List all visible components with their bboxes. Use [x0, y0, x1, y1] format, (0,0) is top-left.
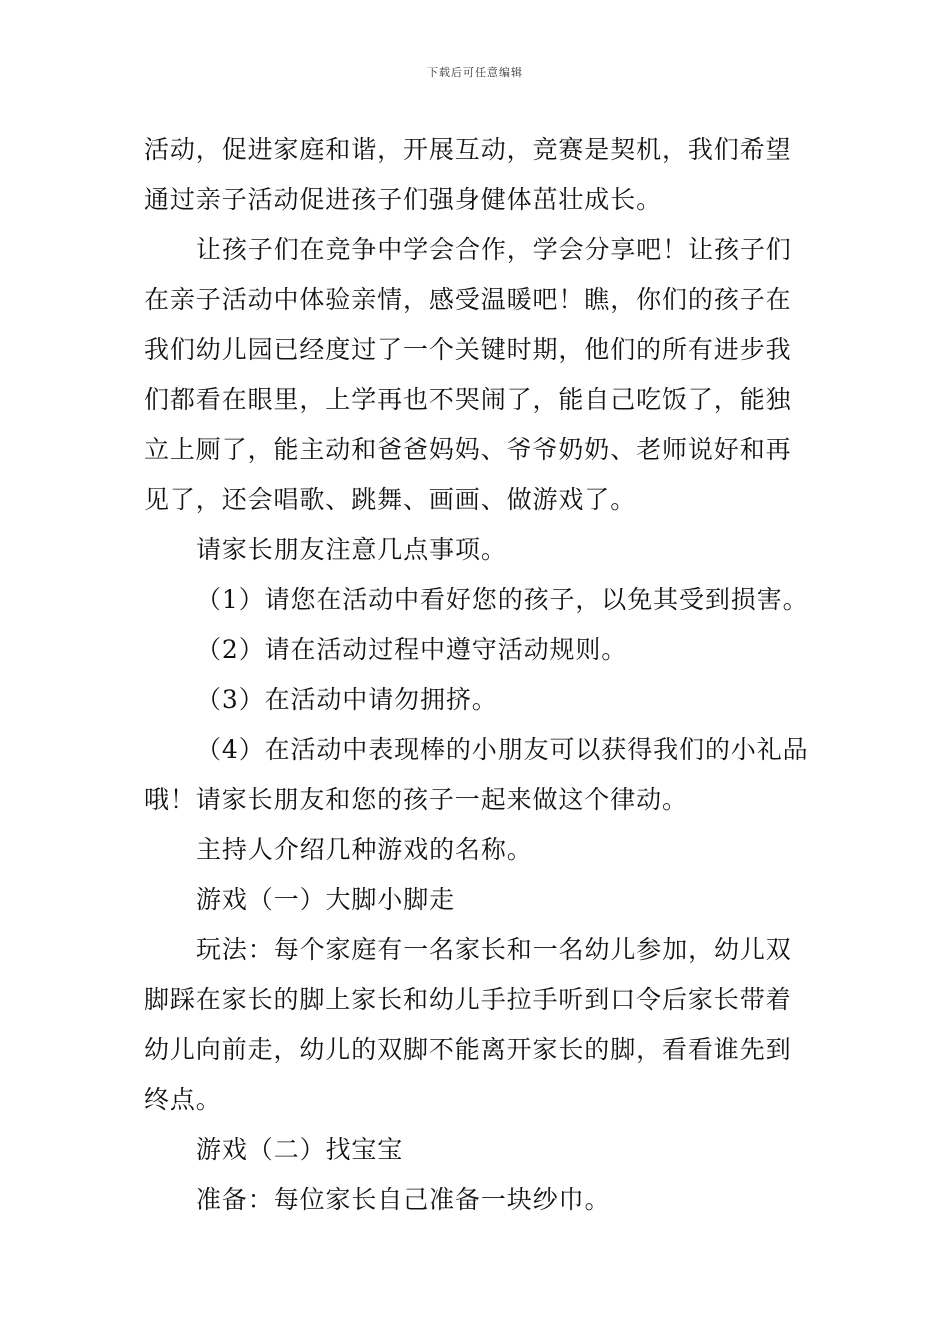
page-header: 下载后可任意编辑 — [427, 66, 523, 79]
list-item: （1）请您在活动中看好您的孩子，以免其受到损害。 — [196, 585, 809, 614]
body-line: 活动，促进家庭和谐，开展互动，竞赛是契机，我们希望 — [144, 135, 792, 164]
body-line: 我们幼儿园已经度过了一个关键时期，他们的所有进步我 — [144, 335, 792, 364]
list-item: （4）在活动中表现棒的小朋友可以获得我们的小礼品 — [196, 735, 809, 764]
body-line: 终点。 — [144, 1085, 222, 1114]
body-line: 主持人介绍几种游戏的名称。 — [196, 835, 533, 864]
body-line: 见了，还会唱歌、跳舞、画画、做游戏了。 — [144, 485, 637, 514]
game-heading: 游戏（二）找宝宝 — [196, 1135, 404, 1164]
body-line: 准备：每位家长自己准备一块纱巾。 — [196, 1185, 611, 1214]
list-item: （3）在活动中请勿拥挤。 — [196, 685, 498, 714]
list-item: （2）请在活动过程中遵守活动规则。 — [196, 635, 628, 664]
body-line: 们都看在眼里，上学再也不哭闹了，能自己吃饭了，能独 — [144, 385, 792, 414]
body-line: 立上厕了，能主动和爸爸妈妈、爷爷奶奶、老师说好和再 — [144, 435, 792, 464]
body-line: 哦！请家长朋友和您的孩子一起来做这个律动。 — [144, 785, 688, 814]
body-line: 请家长朋友注意几点事项。 — [196, 535, 507, 564]
body-line: 玩法：每个家庭有一名家长和一名幼儿参加，幼儿双 — [196, 935, 792, 964]
body-line: 在亲子活动中体验亲情，感受温暖吧！瞧，你们的孩子在 — [144, 285, 792, 314]
body-line: 脚踩在家长的脚上家长和幼儿手拉手听到口令后家长带着 — [144, 985, 792, 1014]
body-line: 让孩子们在竞争中学会合作，学会分享吧！让孩子们 — [196, 235, 792, 264]
body-line: 幼儿向前走，幼儿的双脚不能离开家长的脚，看看谁先到 — [144, 1035, 792, 1064]
body-line: 通过亲子活动促进孩子们强身健体茁壮成长。 — [144, 185, 663, 214]
game-heading: 游戏（一）大脚小脚走 — [196, 885, 456, 914]
